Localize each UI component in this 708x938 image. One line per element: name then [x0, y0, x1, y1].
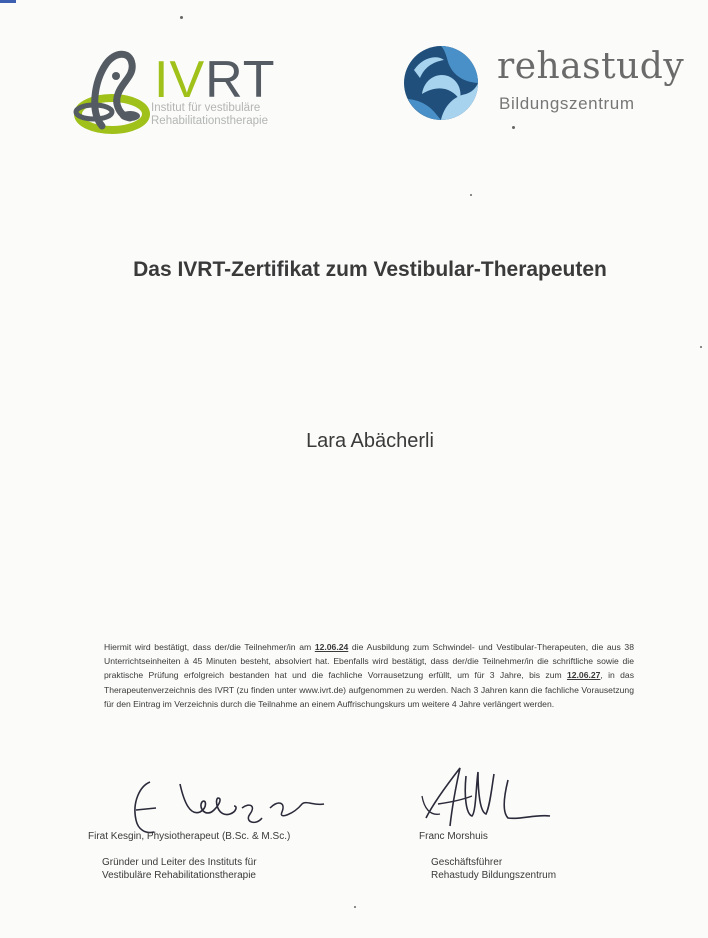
signatory-1-role-line1: Gründer und Leiter des Instituts für — [102, 857, 257, 868]
rehastudy-subtitle: Bildungszentrum — [499, 94, 635, 113]
scan-edge-mark — [0, 0, 16, 3]
certificate-body — [104, 640, 634, 711]
ivrt-subtitle-line2: Rehabilitationstherapie — [151, 115, 268, 127]
scan-speck — [700, 346, 702, 348]
ivrt-wordmark-suffix: RT — [205, 51, 276, 109]
signatory-1-name: Firat Kesgin, Physiotherapeut (B.Sc. & M.Sc.) — [88, 831, 291, 842]
ivrt-subtitle — [151, 102, 321, 128]
body-text-part1: Hiermit wird bestätigt, dass der/die Teilnehmer/in am — [104, 642, 315, 652]
ivrt-subtitle-line1: Institut für vestibuläre — [151, 102, 261, 114]
certificate-title: Das IVRT-Zertifikat zum Vestibular-Therapeuten — [133, 258, 607, 281]
scan-speck — [512, 126, 515, 129]
ivrt-logo — [72, 42, 312, 138]
vestibular-organ-icon — [72, 42, 152, 138]
signatory-1-role — [102, 856, 257, 882]
recipient-name: Lara Abächerli — [306, 430, 434, 452]
signatory-2-role-line2: Rehastudy Bildungszentrum — [431, 870, 557, 881]
valid-until-date: 12.06.27 — [566, 670, 601, 681]
scan-speck — [354, 906, 356, 908]
rehastudy-wordmark: rehastudy — [497, 46, 685, 87]
signatory-2-role-line1: Geschäftsführer — [431, 857, 503, 868]
signature-morshuis — [416, 756, 566, 836]
ivrt-wordmark-prefix: IV — [154, 51, 206, 109]
scan-speck — [180, 16, 183, 19]
body-text-part2: die Ausbildung zum Schwindel- und Vestibular-Therapeuten, die aus 38 Unterrichtseinheiten à 45 Minuten besteht, absolviert hat. Ebenfalls wird bestätigt, dass der/die Teilnehmer/in die schriftliche sowie die praktische Prüfung erfolgreich bestanden hat und die fachliche Vorrausetzung erfüllt, um für 3 Jahre, bis zum — [104, 642, 634, 681]
body-text-part3: , in das Therapeutenverzeichnis des IVRT (zu finden unter www.ivrt.de) aufgenommen zu werden. Nach 3 Jahren kann die fachliche Vorausetzung für den Eintrag im Verzeichnis durch die Teilnahme an einem Auffrischungskurs um weitere 4 Jahre verlängert werden. — [104, 670, 634, 709]
course-date: 12.06.24 — [314, 642, 349, 652]
signatory-2-name: Franc Morshuis — [419, 831, 488, 842]
scan-speck — [470, 194, 472, 196]
signatory-1-role-line2: Vestibuläre Rehabilitationstherapie — [102, 870, 256, 881]
rehastudy-logo — [402, 40, 702, 130]
signatory-2-role — [431, 856, 556, 882]
rehastudy-swirl-icon — [402, 44, 480, 122]
